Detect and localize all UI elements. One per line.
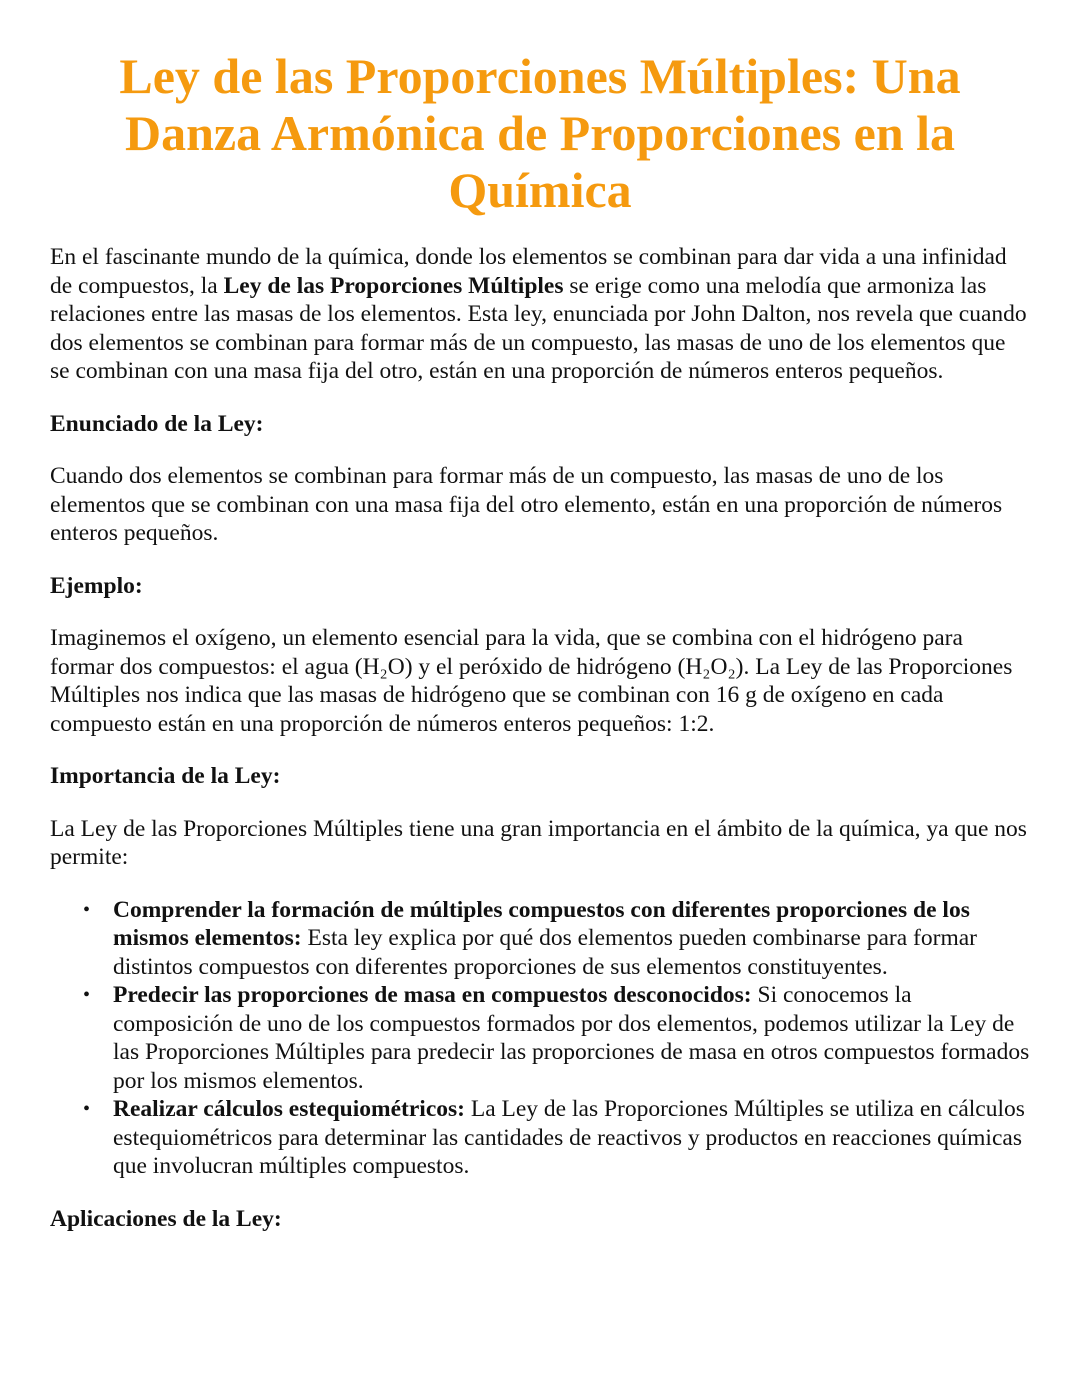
list-item (83, 896, 1030, 982)
enunciado-paragraph: Cuando dos elementos se combinan para formar más de un compuesto, las masas de uno de los elementos que se combinan con una masa fija del otro elemento, están en una proporción de números enteros pequeños. (50, 463, 1003, 546)
intro-bold-term: Ley de las Proporciones Múltiples (223, 272, 564, 299)
importancia-paragraph: La Ley de las Proporciones Múltiples tiene una gran importancia en el ámbito de la química, ya que nos permite: (50, 815, 1027, 870)
intro-paragraph (50, 243, 1030, 386)
list-item-text: Si conocemos la composición de uno de los compuestos formados por dos elementos, podemos utilizar la Ley de las Proporciones Múltiples para predecir las proporciones de masa en otros compuestos formados por los mismos elementos. (113, 982, 1030, 1094)
list-item-text: La Ley de las Proporciones Múltiples se utiliza en cálculos estequiométricos para determinar las cantidades de reactivos y productos en reacciones químicas que involucran múltiples compuestos. (113, 1096, 1025, 1179)
bullet-icon: • (83, 984, 91, 1006)
bullet-icon: • (83, 898, 91, 921)
importancia-heading: Importancia de la Ley: (50, 763, 281, 789)
intro-text-after: se erige como una melodía que armoniza las relaciones entre las masas de los elementos. Esta ley, enunciada por John Dalton, nos revela que cuando dos elementos se combinan para formar más de un compuesto, las masas de uno de los elementos que se combinan con una masa fija del otro, están en una proporción de números enteros pequeños. (50, 272, 1027, 384)
list-item-bold: Predecir las proporciones de masa en compuestos desconocidos: (113, 982, 752, 1008)
list-item-bold: Realizar cálculos estequiométricos: (113, 1096, 465, 1122)
importancia-list (50, 896, 1030, 1181)
ejemplo-paragraph: Imaginemos el oxígeno, un elemento esencial para la vida, que se combina con el hidrógeno para formar dos compuestos: el agua (H₂O) y el peróxido de hidrógeno (H₂O₂). La Ley de las Proporciones Múltiples nos indica que las masas de hidrógeno que se combinan con 16 g de oxígeno en cada compuesto están en una proporción de números enteros pequeños: 1:2. (50, 625, 1013, 737)
intro-text-before: En el fascinante mundo de la química, donde los elementos se combinan para dar vida a una infinidad de compuestos, la (50, 244, 1007, 299)
ejemplo-heading: Ejemplo: (50, 572, 143, 599)
enunciado-heading: Enunciado de la Ley: (50, 410, 264, 437)
list-item-bold: Comprender la formación de múltiples compuestos con diferentes proporciones de los mismos elementos: (113, 896, 970, 951)
page-title: Ley de las Proporciones Múltiples: Una Danza Armónica de Proporciones en la Química (119, 48, 961, 218)
list-item (83, 1095, 1030, 1181)
list-item-text: Esta ley explica por qué dos elementos pueden combinarse para formar distintos compuestos con diferentes proporciones de sus elementos constituyentes. (113, 925, 977, 980)
bullet-icon: • (83, 1098, 91, 1120)
aplicaciones-heading: Aplicaciones de la Ley: (50, 1205, 282, 1232)
list-item (83, 981, 1030, 1095)
